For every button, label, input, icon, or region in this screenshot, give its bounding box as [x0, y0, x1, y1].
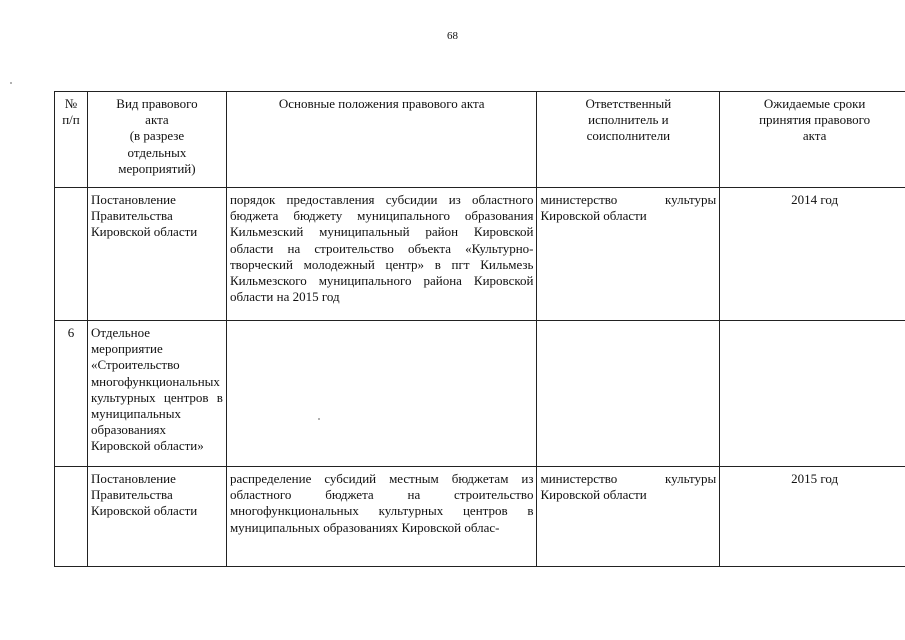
page-number: 68: [447, 30, 458, 42]
header-provisions: Основные положения правового акта: [226, 92, 537, 188]
cell-deadline: [720, 321, 905, 467]
cell-provisions: порядок предоставления субсидии из областного бюджета бюджету муниципального образования Кильмезский муниципальный район Кировской области на строительство объекта «Культурно-творческий молодежный центр» в пгт Кильмезь Кильмезского муниципального района Кировской области на 2015 год: [226, 188, 537, 321]
header-number: № п/п: [55, 92, 88, 188]
header-deadline: Ожидаемые сроки принятия правового акта: [720, 92, 905, 188]
legal-acts-table: [54, 91, 905, 567]
table-row: [55, 467, 905, 567]
cell-act-type: Отдельное мероприятие «Строительство многофункциональных культурных центров в муниципальных образованиях Кировской области»: [87, 321, 226, 467]
cell-provisions: распределение субсидий местным бюджетам из областного бюджета на строительство многофункциональных культурных центров в муниципальных образованиях Кировской облас-: [226, 467, 537, 567]
cell-responsible: [537, 321, 720, 467]
cell-number: 6: [55, 321, 88, 467]
cell-act-type: Постановление Правительства Кировской области: [87, 467, 226, 567]
cell-provisions: [226, 321, 537, 467]
cell-number: [55, 467, 88, 567]
table-row: [55, 321, 905, 467]
cell-responsible: министерство культуры Кировской области: [537, 188, 720, 321]
cell-deadline: 2015 год: [720, 467, 905, 567]
cell-deadline: 2014 год: [720, 188, 905, 321]
cell-act-type: Постановление Правительства Кировской области: [87, 188, 226, 321]
cell-responsible: министерство культуры Кировской области: [537, 467, 720, 567]
header-responsible: Ответственный исполнитель и соисполнители: [537, 92, 720, 188]
header-act-type: Вид правового акта (в разрезе отдельных мероприятий): [87, 92, 226, 188]
cell-number: [55, 188, 88, 321]
table-row: [55, 188, 905, 321]
table-header-row: [55, 92, 905, 188]
scan-speck: [10, 82, 12, 84]
